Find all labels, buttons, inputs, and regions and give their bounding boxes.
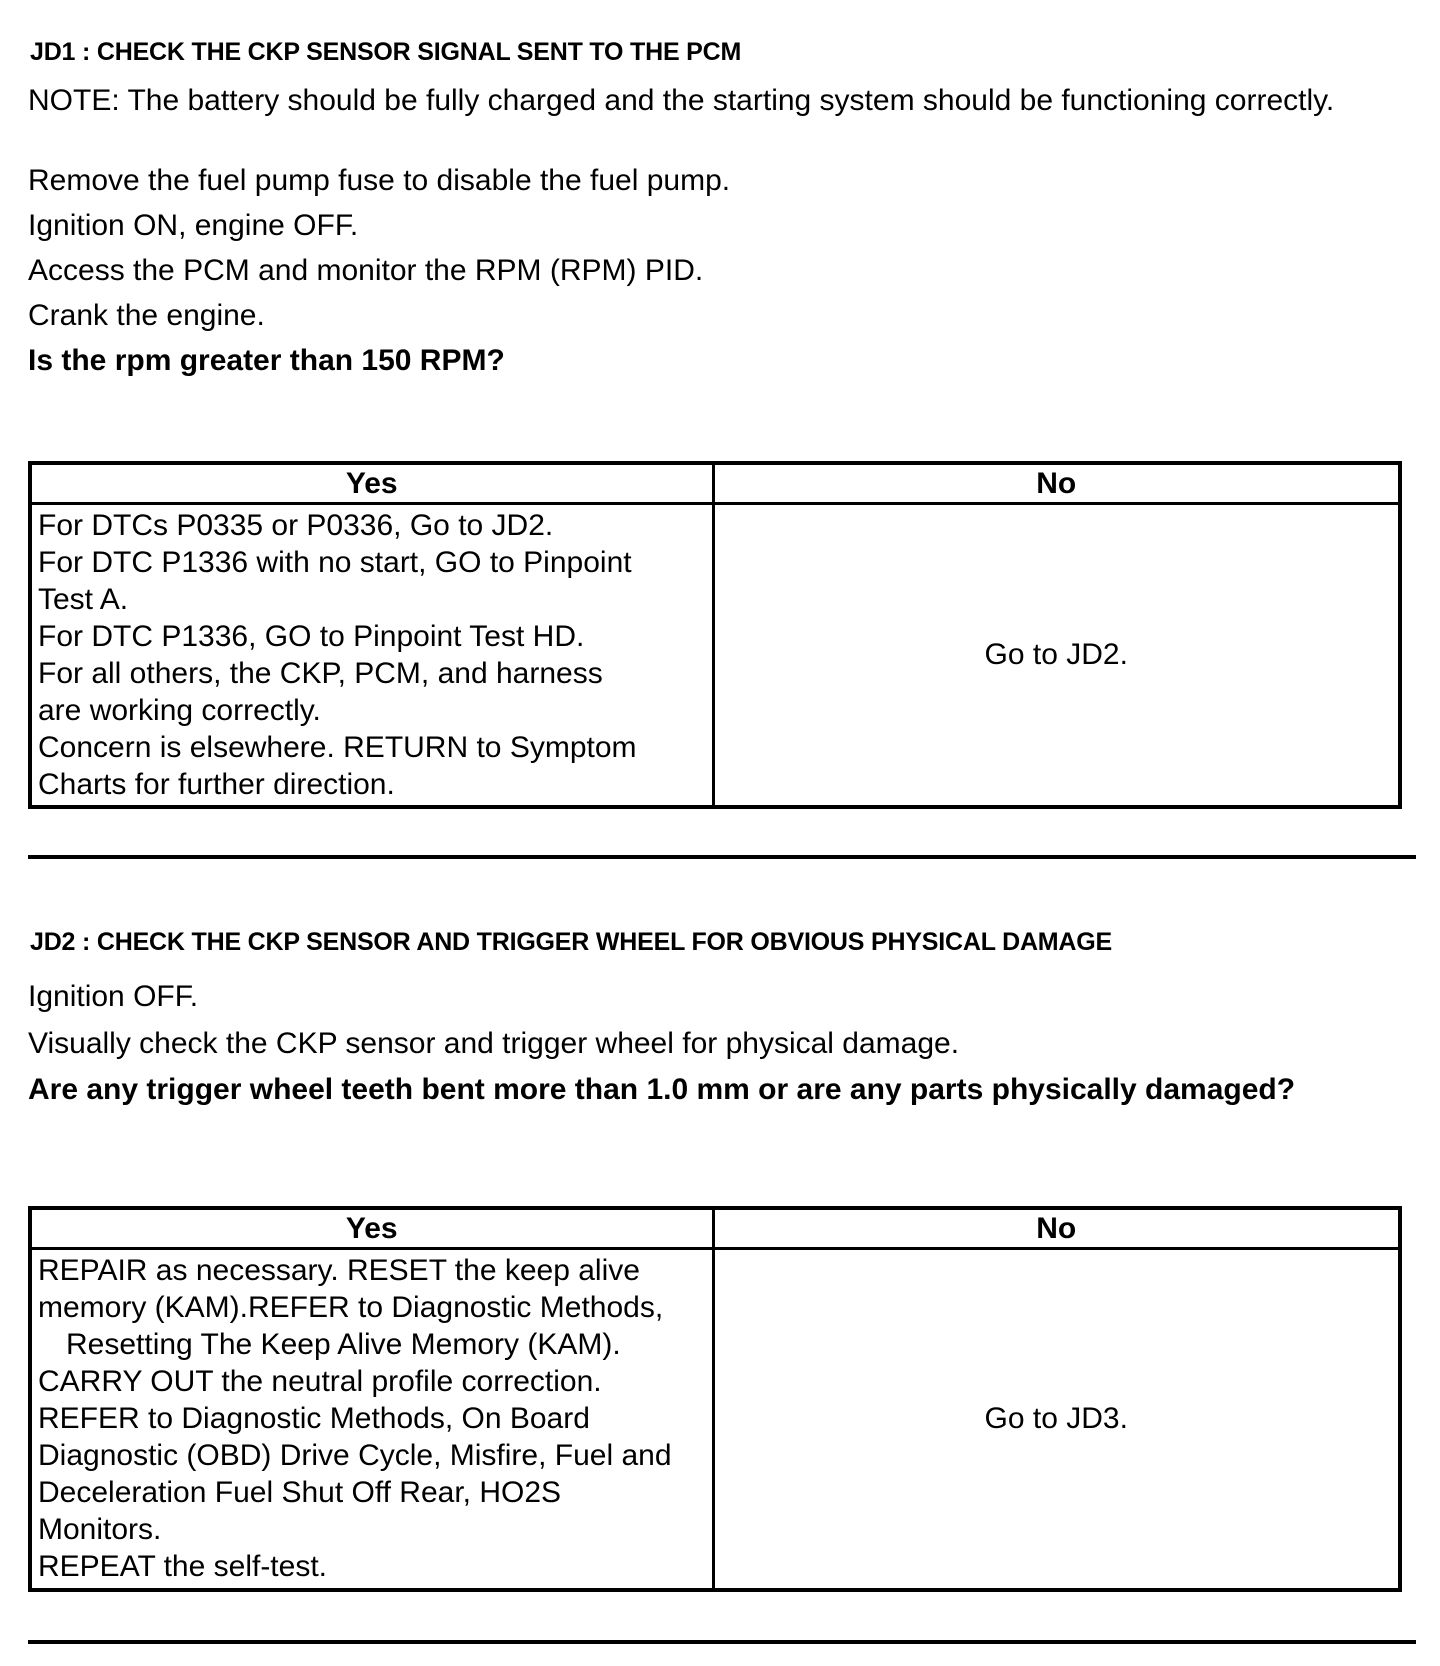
jd2-yes-cell bbox=[30, 1249, 713, 1590]
jd2-yes-line: memory (KAM).REFER to Diagnostic Methods, bbox=[38, 1291, 664, 1325]
jd1-no-header: No bbox=[713, 463, 1400, 504]
section-divider bbox=[28, 855, 1416, 859]
jd1-yes-line: For DTCs P0335 or P0336, Go to JD2. bbox=[38, 508, 554, 542]
jd1-step-crank: Crank the engine. bbox=[28, 299, 265, 332]
jd2-step-visual: Visually check the CKP sensor and trigger wheel for physical damage. bbox=[28, 1027, 960, 1060]
jd1-result-table bbox=[28, 461, 1402, 809]
jd1-yes-line: For DTC P1336, GO to Pinpoint Test HD. bbox=[38, 619, 585, 653]
jd1-step-fuse: Remove the fuel pump fuse to disable the fuel pump. bbox=[28, 164, 731, 197]
jd1-no-cell: Go to JD2. bbox=[713, 504, 1400, 807]
jd1-yes-header: Yes bbox=[30, 463, 713, 504]
jd2-yes-line: REPAIR as necessary. RESET the keep alive bbox=[38, 1254, 640, 1288]
jd2-result-table bbox=[28, 1206, 1402, 1592]
jd2-yes-line: Deceleration Fuel Shut Off Rear, HO2S bbox=[38, 1476, 562, 1510]
jd1-yes-line: For DTC P1336 with no start, GO to Pinpoint bbox=[38, 545, 632, 579]
jd1-step-ignition: Ignition ON, engine OFF. bbox=[28, 209, 359, 242]
jd2-yes-line: REFER to Diagnostic Methods, On Board bbox=[38, 1402, 590, 1436]
jd2-question: Are any trigger wheel teeth bent more than 1.0 mm or are any parts physically damaged? bbox=[28, 1073, 1296, 1106]
jd2-yes-header: Yes bbox=[30, 1208, 713, 1249]
jd2-no-cell: Go to JD3. bbox=[713, 1249, 1400, 1590]
jd1-yes-line: For all others, the CKP, PCM, and harness bbox=[38, 656, 603, 690]
jd2-yes-line: Monitors. bbox=[38, 1513, 162, 1547]
jd1-yes-line: are working correctly. bbox=[38, 693, 321, 727]
section-divider bbox=[28, 1640, 1416, 1644]
jd2-yes-line: CARRY OUT the neutral profile correction. bbox=[38, 1365, 602, 1399]
jd1-yes-line: Test A. bbox=[38, 582, 129, 616]
jd2-step-ignition: Ignition OFF. bbox=[28, 980, 199, 1013]
jd1-step-monitor: Access the PCM and monitor the RPM (RPM) PID. bbox=[28, 254, 704, 287]
jd2-yes-line: Resetting The Keep Alive Memory (KAM). bbox=[66, 1328, 621, 1362]
jd1-yes-line: Charts for further direction. bbox=[38, 767, 395, 801]
jd1-step-note: NOTE: The battery should be fully charged and the starting system should be functioning correctly. bbox=[28, 84, 1335, 117]
jd1-question: Is the rpm greater than 150 RPM? bbox=[28, 344, 505, 377]
jd1-heading: JD1 : CHECK THE CKP SENSOR SIGNAL SENT TO THE PCM bbox=[30, 38, 742, 66]
jd2-no-header: No bbox=[713, 1208, 1400, 1249]
jd1-yes-cell bbox=[30, 504, 713, 807]
jd2-heading: JD2 : CHECK THE CKP SENSOR AND TRIGGER WHEEL FOR OBVIOUS PHYSICAL DAMAGE bbox=[30, 928, 1113, 956]
jd2-yes-line: Diagnostic (OBD) Drive Cycle, Misfire, Fuel and bbox=[38, 1439, 672, 1473]
jd2-yes-line: REPEAT the self-test. bbox=[38, 1550, 327, 1584]
jd1-yes-line: Concern is elsewhere. RETURN to Symptom bbox=[38, 730, 637, 764]
